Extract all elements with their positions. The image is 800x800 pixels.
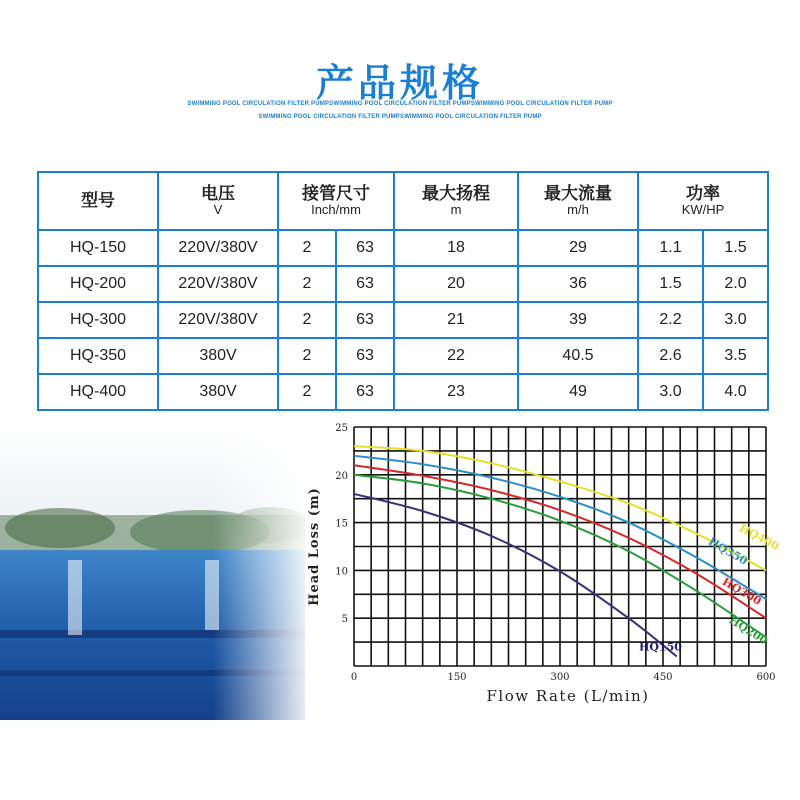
series-label-hq350: HQ350 <box>706 534 750 568</box>
cell-max-head: 22 <box>394 338 518 374</box>
x-tick-label: 150 <box>447 672 467 683</box>
cell-pipe-mm: 63 <box>336 374 394 410</box>
x-tick-label: 450 <box>653 672 673 683</box>
cell-max-flow: 29 <box>518 230 638 266</box>
y-tick-label: 10 <box>335 566 348 578</box>
col-header-pipe-size: 接管尺寸 Inch/mm <box>278 172 394 230</box>
cell-power-hp: 2.0 <box>703 266 768 302</box>
y-tick-label: 5 <box>341 614 348 626</box>
y-tick-label: 15 <box>335 518 348 530</box>
col-header-max-flow: 最大流量 m/h <box>518 172 638 230</box>
cell-pipe-mm: 63 <box>336 266 394 302</box>
cell-pipe-mm: 63 <box>336 338 394 374</box>
cell-pipe-inch: 2 <box>278 374 336 410</box>
cell-max-head: 20 <box>394 266 518 302</box>
spec-table <box>37 171 769 411</box>
cell-model: HQ-300 <box>38 302 158 338</box>
page-title: 产品规格 <box>315 61 484 105</box>
y-tick-label: 20 <box>335 470 348 482</box>
subtitle-line-2: SWIMMING POOL CIRCULATION FILTER PUMPSWIMMING POOL CIRCULATION FILTER PUMP <box>258 114 542 120</box>
cell-max-flow: 39 <box>518 302 638 338</box>
table-row <box>38 338 768 374</box>
cell-max-flow: 40.5 <box>518 338 638 374</box>
col-header-voltage: 电压 V <box>158 172 278 230</box>
cell-voltage: 380V <box>158 338 278 374</box>
table-row <box>38 266 768 302</box>
cell-max-flow: 36 <box>518 266 638 302</box>
x-tick-label: 0 <box>350 672 358 683</box>
cell-power-kw: 3.0 <box>638 374 703 410</box>
series-label-hq300: HQ300 <box>719 575 764 608</box>
chart-svg <box>300 410 800 720</box>
cell-max-head: 18 <box>394 230 518 266</box>
x-tick-label: 300 <box>550 672 570 683</box>
cell-pipe-inch: 2 <box>278 266 336 302</box>
cell-pipe-inch: 2 <box>278 230 336 266</box>
cell-model: HQ-150 <box>38 230 158 266</box>
cell-model: HQ-200 <box>38 266 158 302</box>
cell-pipe-inch: 2 <box>278 302 336 338</box>
table-row <box>38 374 768 410</box>
y-tick-label: 25 <box>335 423 348 434</box>
cell-voltage: 220V/380V <box>158 230 278 266</box>
cell-pipe-mm: 63 <box>336 230 394 266</box>
x-tick-label: 600 <box>756 672 776 683</box>
x-axis-label: Flow Rate (L/min) <box>486 687 650 705</box>
cell-power-hp: 3.5 <box>703 338 768 374</box>
cell-power-kw: 1.5 <box>638 266 703 302</box>
col-header-power: 功率 KW/HP <box>638 172 768 230</box>
cell-max-head: 23 <box>394 374 518 410</box>
cell-power-kw: 2.2 <box>638 302 703 338</box>
cell-power-hp: 1.5 <box>703 230 768 266</box>
table-row <box>38 302 768 338</box>
cell-model: HQ-400 <box>38 374 158 410</box>
cell-power-hp: 4.0 <box>703 374 768 410</box>
cell-voltage: 380V <box>158 374 278 410</box>
cell-power-kw: 2.6 <box>638 338 703 374</box>
cell-power-kw: 1.1 <box>638 230 703 266</box>
series-label-hq200: HQ200 <box>726 613 770 648</box>
pool-image <box>0 420 305 720</box>
cell-pipe-mm: 63 <box>336 302 394 338</box>
cell-voltage: 220V/380V <box>158 302 278 338</box>
subtitle-line-1: SWIMMING POOL CIRCULATION FILTER PUMPSWIMMING POOL CIRCULATION FILTER PUMPSWIMMING POOL CIRCULATION FILTER PUMP <box>187 101 613 107</box>
y-axis-label: Head Loss (m) <box>307 487 322 606</box>
col-header-max-head: 最大扬程 m <box>394 172 518 230</box>
cell-voltage: 220V/380V <box>158 266 278 302</box>
table-row <box>38 230 768 266</box>
series-label-hq150: HQ150 <box>638 640 682 654</box>
cell-power-hp: 3.0 <box>703 302 768 338</box>
cell-max-flow: 49 <box>518 374 638 410</box>
pump-curve-chart <box>300 410 800 720</box>
col-header-model: 型号 <box>38 172 158 230</box>
series-label-hq400: HQ400 <box>737 521 782 554</box>
cell-model: HQ-350 <box>38 338 158 374</box>
cell-pipe-inch: 2 <box>278 338 336 374</box>
cell-max-head: 21 <box>394 302 518 338</box>
spec-table-header <box>38 172 768 230</box>
